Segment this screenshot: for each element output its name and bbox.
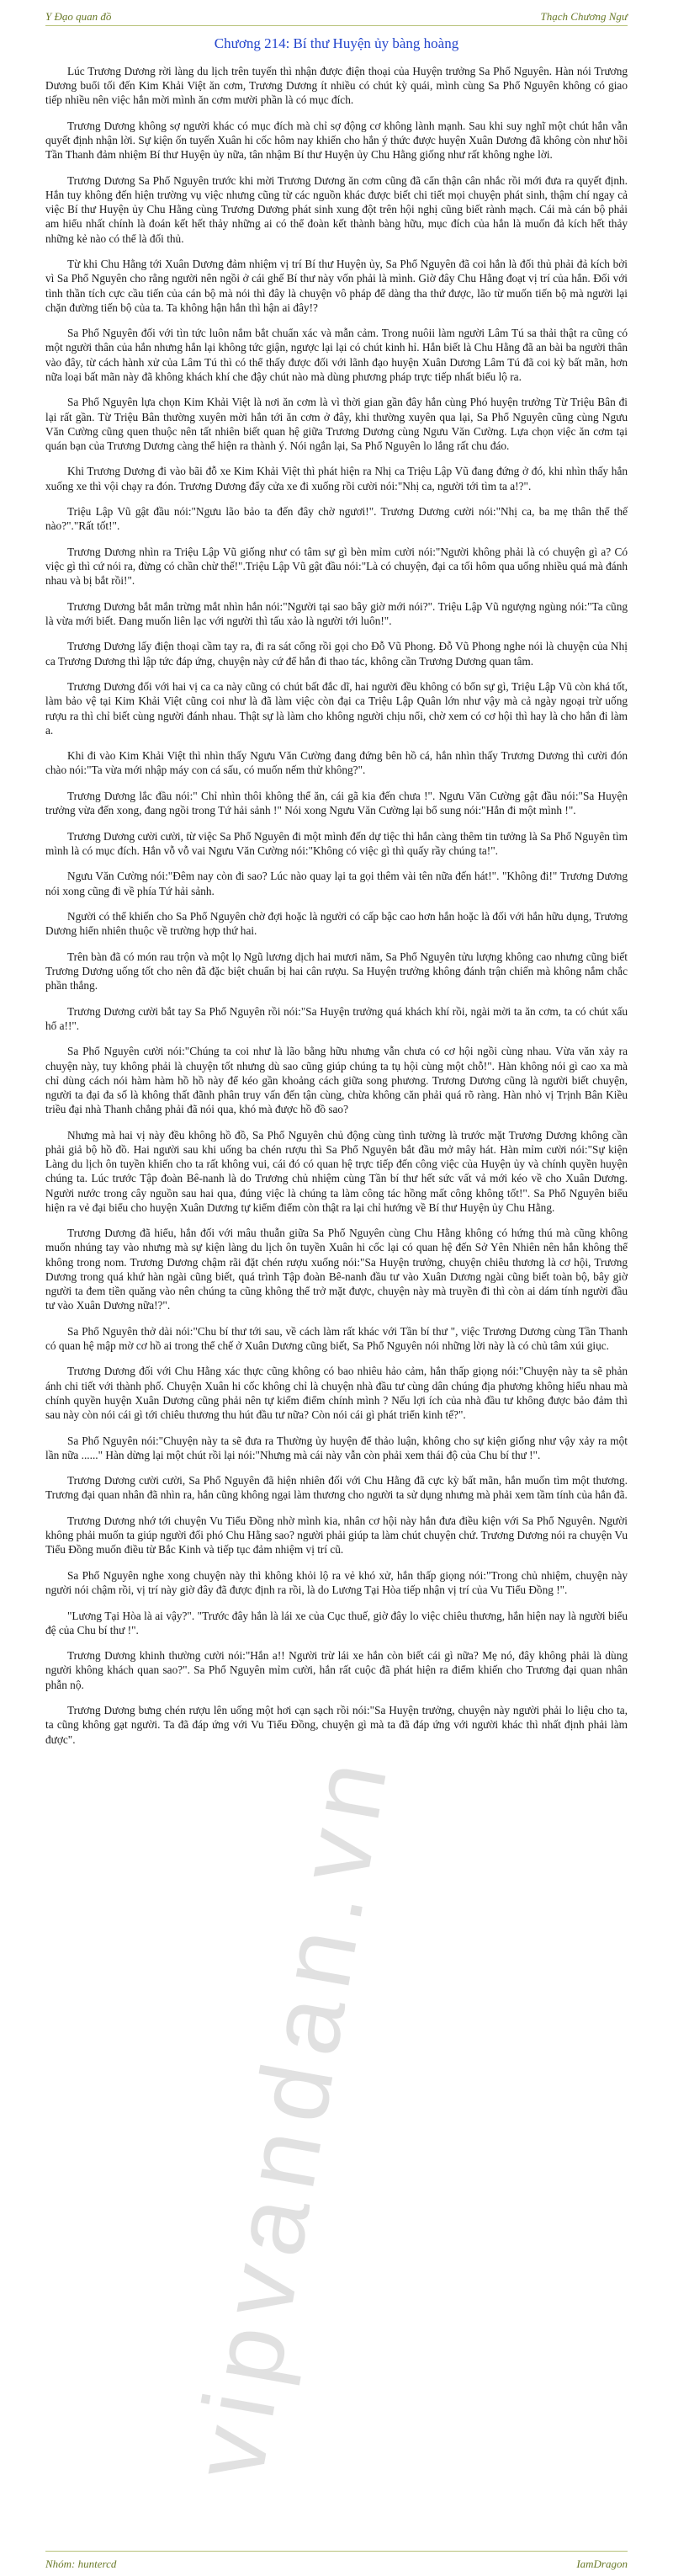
paragraph: Khi Trương Dương đi vào bãi đỗ xe Kim Khải Việt thì phát hiện ra Nhị ca Triệu Lập Vũ đang đứng ở đó, khi nhìn thấy hắn xuống xe thì vội chạy ra đón. Trương Dương đẩy cửa xe đi xuống rồi cười nói:"Nhị ca, người tới tìm ta a!?". <box>45 465 628 492</box>
group-credit: Nhóm: huntercd <box>45 2557 117 2570</box>
page-header <box>0 0 673 27</box>
paragraph: Sa Phổ Nguyên nghe xong chuyện này thì không khỏi lộ ra vẻ khó xử, hắn thấp giọng nói:"Trong chủ nhiệm, chuyện này người nói chậm rồi, vị trí này giờ đây đã được định ra rồi, là do Lương Tại Hòa tiếp nhận vị trí của Vu Tiểu Đồng !". <box>45 1568 628 1597</box>
paragraph: Người có thể khiến cho Sa Phổ Nguyên chờ đợi hoặc là người có cấp bậc cao hơn hắn hoặc là đối với hắn hữu dụng, Trương Dương hiển nhiên thuộc về trường hợp thứ hai. <box>45 910 628 938</box>
paragraph: Trương Dương không sợ người khác có mục đích mà chỉ sợ động cơ không lành mạnh. Sau khi suy nghĩ một chút hắn vẫn quyết định nhận lời. Sự kiện ốn tuyến Xuân hi cốc hôm nay khiến cho hắn ý thức được huyện Xuân Dương đã không còn như hồi Tần Thanh đảm nhiệm Bí thư Huyện ủy nữa, tân nhậm Bí thư Huyện ủy Chu Hằng giống như rất không nghe lời. <box>45 119 628 162</box>
header-divider <box>45 25 628 26</box>
author-name: Thạch Chương Ngư <box>540 10 628 23</box>
paragraph: Khi đi vào Kim Khải Việt thì nhìn thấy Ngưu Văn Cường đang đứng bên hồ cá, hắn nhìn thấy Trương Dương thì cười đón chào nói:"Ta vừa mới nhập máy con cá sấu, có muốn nếm thử không?". <box>45 749 628 777</box>
paragraph: Từ khi Chu Hằng tới Xuân Dương đảm nhiệm vị trí Bí thư Huyện ủy, Sa Phổ Nguyên đã coi hắn là đối thủ phải đả kích bởi vì Sa Phổ Nguyên cho rằng người nên ngồi ở cái ghế Bí thư này vốn phải là mình. Giờ đây Chu Hằng đoạt vị trí của hắn. Đối với tình thần tích cực cầu tiến của cán bộ mà nói thì đây là chuyện vô pháp để dàng tha thứ được, lão từ muốn tiến bộ mà người lại chặn đường tiến bộ của ta. Ta không hận hắn thì hận ai đây!? <box>45 258 628 314</box>
paragraph: Trên bàn đã có món rau trộn và một lọ Ngũ lương dịch hai mươi năm, Sa Phổ Nguyên tửu lượng không cao nhưng cũng biết Trương Dương uống tốt cho nên đã đặc biệt chuẩn bị hai cân rượu. Sa Huyện trưởng không đánh trận chiến mà không nắm chắc phần thắng. <box>45 950 628 993</box>
page-footer <box>0 2551 673 2576</box>
paragraph: Trương Dương Sa Phổ Nguyên trước khi mời Trương Dương ăn cơm cũng đã cẩn thận cân nhắc rồi mới đưa ra quyết định. Hắn tuy không đến hiện trường vụ việc nhưng cũng từ các nguồn khác được biết chi tiết mọi chuyện phát sinh, thậm chí ngay cả việc Bí thư Huyện ủy Chu Hằng cùng Trương Dương phát sinh xung đột trên hội nghị cũng biết rành mạch. Cái mà cán bộ phải am hiểu nhất chính là đoán kết hết thảy những ai có thể đoàn kết thành bàng hữu, mục đích của hắn là muốn đả kích hết thảy những kẻ nào có thể là đối thủ. <box>45 173 628 245</box>
paragraph: Sa Phổ Nguyên nói:"Chuyện này ta sẽ đưa ra Thường ủy huyện để thảo luận, không cho sự kiện giống như vậy xảy ra một lần nữa ......" Hàn dừng lại một chút rồi lại nói:"Nhưng mà cái này vẫn còn phải xem thái độ của Chu bí thư !". <box>45 1434 628 1461</box>
paragraph: Nhưng mà hai vị này đều không hồ đồ, Sa Phổ Nguyên chủ động cùng tình tường là trước mặt Trương Dương không cần phải giả bộ hồ đồ. Hai người sau khi uống ba chén rượu thì Sa Phổ Nguyên bắt đầu mở mây hát. Hàn mỉm cười nói:"Sự kiện Làng du lịch ôn tuyền khiến cho ta rất không vui, cái đó có quan hệ trực tiếp đến công việc của Huyện ủy và chính quyền huyện chúng ta. Lúc trước Tập đoàn Bê-nanh là do Trương chủ nhiệm cùng Tần bí thư hết sức vất vả mới kéo về cho Xuân Dương. Người nước trong cây nguồn sau hai qua, đúng việc là chúng ta làm công tác hồng mất công không tốt!". Sa Phổ Nguyên biểu hiện ra vẻ đại biểu cho huyện Xuân Dương tự kiểm điểm còn thật ra lại chỉ hướng về Bí thư Huyện ủy Chu Hằng. <box>45 1128 628 1214</box>
paragraph: Trương Dương bắt mắn trừng mắt nhìn hắn nói:"Người tại sao bây giờ mới nói?". Triệu Lập Vũ ngượng ngùng nói:"Ta cũng là vừa mới biết. Đang muốn liên lạc với người thì tấu xảo là người tới luôn!". <box>45 599 628 627</box>
chapter-content <box>45 34 628 2525</box>
chapter-title: Chương 214: Bí thư Huyện ủy bàng hoàng <box>214 35 459 51</box>
footer-divider <box>45 2551 628 2552</box>
translator-credit: IamDragon <box>576 2557 628 2570</box>
paragraph: Sa Phổ Nguyên đối với tìn tức luôn nắm bắt chuẩn xác và mẫn cảm. Trong nuôii làm người Lâm Tú sa thải thật ra cũng có một người thân của hắn nhưng hắn lại không tức giận, ngược lại lại có chút kinh hỉ. Hắn biết là Chu Hằng đã an bài ba người thân vào đây, từ cách hành xử của Lâm Tú thì có thể thấy được đối với lãnh đạo huyện Xuân Dương Lâm Tú đã coi kỳ bất mãn, hơn nữa loại bất mãn này đã không khách khí che đậy chút nào mà dùng phương pháp trực tiếp nhất biểu lộ ra. <box>45 327 628 383</box>
paragraph: Trương Dương cười cười, từ việc Sa Phổ Nguyên đi một mình đến dự tiệc thì hắn càng thêm tin tưởng là Sa Phổ Nguyên tìm mình là có mục đích. Hắn vỗ vỗ vai Ngưu Văn Cường nói:"Không có việc gì thì quấy rầy chúng ta!". <box>45 829 628 857</box>
paragraph: Trương Dương lấy điện thoại cầm tay ra, đi ra sát cổng rồi gọi cho Đỗ Vũ Phong. Đỗ Vũ Phong nghe nói là chuyện của Nhị ca Trương Dương thì lập tức đáp ứng, chuyện này cứ để hắn đi thao tác, không cần Trương Dương quan tâm. <box>45 640 628 668</box>
paragraph: Trương Dương đối với Chu Hằng xác thực cũng không có bao nhiêu hảo cảm, hắn thấp giọng nói:"Chuyện này ta sẽ phản ánh chi tiết với thành phố. Chuyện Xuân hi cốc không chỉ là chuyện nhà đầu tư cùng dân chúng địa phương không hiểu nhau mà chính quyền huyện Xuân Dương cũng phải nên tự kiểm điểm chính mình ? Nếu lợi ích của nhà đầu tư không được bảo đảm thì sau này còn nói cái gì tới chiêu thương thu hút đầu tư nữa? Còn nói cái gì phát triển kinh tế?". <box>45 1365 628 1422</box>
paragraph: Trương Dương lắc đầu nói:" Chỉ nhìn thôi không thể ăn, cái gã kia đến chưa !". Ngưu Văn Cường gật đầu nói:"Sa Huyện trưởng vừa đến xong, đang ngồi trong Tứ hải sảnh !" Nói xong Ngưu Văn Cường lại bổ sung nói:"Hắn đi một mình !". <box>45 789 628 817</box>
book-title: Y Đạo quan đồ <box>45 10 112 23</box>
watermark-text: vipvandan.vn <box>171 1742 411 2488</box>
paragraph: Trương Dương bưng chén rượu lên uống một hơi cạn sạch rồi nói:"Sa Huyện trưởng, chuyện này người phải lo liệu cho ta, ta cũng không gạt người. Ta đã đáp ứng với Vu Tiểu Đồng, chuyện gì mà ta đã đáp ứng với người khác thì nhất định phải làm được". <box>45 1704 628 1746</box>
paragraph: Triệu Lập Vũ gật đầu nói:"Ngưu lão bảo ta đến đây chờ ngươi!". Trương Dương cười nói:"Nhị ca, ba mẹ thân thể thế nào?"."Rất tốt!". <box>45 505 628 533</box>
paragraph: Trương Dương đã hiểu, hắn đối với mâu thuẫn giữa Sa Phổ Nguyên cùng Chu Hằng không có hứng thú mà cũng không muốn nhúng tay vào nhưng mà sự kiện làng du lịch ôn tuyền Xuân hi cốc lại có quan hệ đến Sở Yên Nhiên nên hắn không thể không trong nom. Trương Dương chậm rãi đặt chén rượu xuống nói:"Sa Huyện trưởng, chuyện chiêu thương là cơ hội, Trương Dương trong quá khứ hàn ngài cũng biết, quá trình Tập đoàn Bê-nanh đầu tư vào Xuân Dương ngài cũng biết toàn bộ, bây giờ người ta đem tiền quăng vào nên chúng ta cũng không thể trở mặt được, chuyện này mà truyền đi thì còn ai dám tính người đầu tư vào Xuân Dương nữa!?". <box>45 1227 628 1312</box>
paragraph: Lúc Trương Dương rời làng du lịch trên tuyến thì nhận được điện thoại của Huyện trưởng Sa Phổ Nguyên. Hàn nói Trương Dương buổi tối đến Kim Khải Việt ăn cơm, Trương Dương ít nhiều có chút kỳ quái, mình cùng Sa Phổ Nguyên không có giao tiếp nhiều nên việc hắn mời mình ăn cơm mười phần là có mục đích. <box>45 65 628 107</box>
paragraph: Sa Phổ Nguyên thở dài nói:"Chu bí thư tới sau, về cách làm rất khác với Tần bí thư ", việc Trương Dương cùng Tần Thanh có quan hệ mập mờ cơ hồ ai trong thể chế ở Xuân Dương cũng biết, Sa Phổ Nguyên nói những lời này là có chủ tâm xúi giục. <box>45 1324 628 1352</box>
paragraph: Ngưu Văn Cường nói:"Đêm nay còn đi sao? Lúc nào quay lại ta gọi thêm vài tên nữa đến hát!". "Không đi!" Trương Dương nói xong cũng đi về phía Tứ hải sảnh. <box>45 870 628 897</box>
paragraph: Trương Dương nhớ tới chuyện Vu Tiểu Đồng nhờ mình kia, nhân cơ hội này hắn đưa điều kiện với Sa Phổ Nguyên. Người không phải muốn ta giúp người đối phó Chu Hằng sao? người phải giúp ta làm chút chuyện chứ. Trương Dương nói ra chuyện Vu Tiểu Đồng muốn điều từ Bắc Kinh và tiếp tục đảm nhiệm vị trí cũ. <box>45 1514 628 1557</box>
paragraph: Sa Phổ Nguyên cười nói:"Chúng ta coi như là lão bằng hữu nhưng vẫn chưa có cơ hội ngồi cùng nhau. Vừa văn xảy ra chuyện này, tuy không phải là chuyện tốt nhưng dù sao cũng giúp chúng ta tụ hội cùng một chỗ!". Hàn không nói gì cao xa mà chỉ dùng cách nói hàm hàm hồ hồ này để kéo gần khoảng cách giữa song phương. Trương Dương cũng là người biết chuyện, người ta đại đa số là không thất đãnh phân truy vấn đến tận cùng, chừa không căn phải quá rõ ràng. Hàn nhỏ vị Trịnh Bân Kiều triều đại nhà Thanh chẳng phải đã nói qua, khó mà được hồ đồ sao? <box>45 1045 628 1116</box>
paragraph: "Lương Tại Hòa là ai vậy?". "Trước đây hắn là lái xe của Cục thuế, giờ đây lo việc chiêu thương, hắn hiện nay là người biểu đệ của Chu bí thư !". <box>45 1609 628 1637</box>
paragraph: Trương Dương khinh thường cười nói:"Hắn a!! Người trừ lái xe hắn còn biết cái gì nữa? Mẹ nó, đây không phải là dùng người không khách quan sao?". Sa Phổ Nguyên mỉm cười, hắn rất cuộc đã phát hiện ra điểm khiến cho Trương đại quan nhân phẫn nộ. <box>45 1649 628 1691</box>
paragraph: Trương Dương cười cười, Sa Phổ Nguyên đã hiện nhiên đối với Chu Hằng đã cực kỳ bất mãn, hắn muốn tìm một thương. Trương đại quan nhân đã nhìn ra, hắn cũng không ngại làm thương cho người ta sử dụng nhưng mà phải xem tầm tính của hắn đã. <box>45 1474 628 1502</box>
paragraph: Sa Phổ Nguyên lựa chọn Kim Khải Việt là nơi ăn cơm là vì thời gian gần đây hắn cùng Phó huyện trưởng Từ Triệu Bân đi lại rất gần. Từ Triệu Bân thường xuyên mời hắn tới ăn cơm ở đây, khi thường xuyên qua lại, Sa Phổ Nguyên cũng cùng Ngưu Văn Cường cũng quen thuộc nên tất nhiên biết quan hệ giữa Trương Dương cùng Ngưu Văn Cường. Lựa chọn việc ăn cơm tại quán bạn của Trương Dương càng thể hiện ra thành ý. Nói ngắn lại, Sa Phổ Nguyên lo lắng rất chu đáo. <box>45 396 628 452</box>
paragraph-list <box>45 64 628 1747</box>
paragraph: Trương Dương đối với hai vị ca ca này cũng có chút bất đắc dĩ, hai người đều không có bổn sự gì, Triệu Lập Vũ còn khá tốt, làm bảo vệ tại Kim Khải Việt cũng coi như là đã làm việc còn đại ca Triệu Lập Quân lớn như vậy mà cả ngày ngoại trừ uống rượu ra thì chỉ biết cùng người đánh nhau. Thật sự là làm cho không người chịu nổi, chờ xem có cơ hội thì hay là cho hắn đi làm a. <box>45 680 628 737</box>
paragraph: Trương Dương nhìn ra Triệu Lập Vũ giống như có tâm sự gì bèn mỉm cười nói:"Người không phải là có chuyện gì a? Có việc gì thì cứ nói ra, đừng có chần chừ thế!".Triệu Lập Vũ gật đầu nói:"Là có chuyện, đại ca tối hôm qua uống nhiều quá mà đánh nhau và bị bắt rồi!". <box>45 545 628 588</box>
paragraph: Trương Dương cười bắt tay Sa Phổ Nguyên rồi nói:"Sa Huyện trưởng quá khách khí rồi, ngài mời ta ăn cơm, ta có chút xấu hổ a!!". <box>45 1004 628 1032</box>
